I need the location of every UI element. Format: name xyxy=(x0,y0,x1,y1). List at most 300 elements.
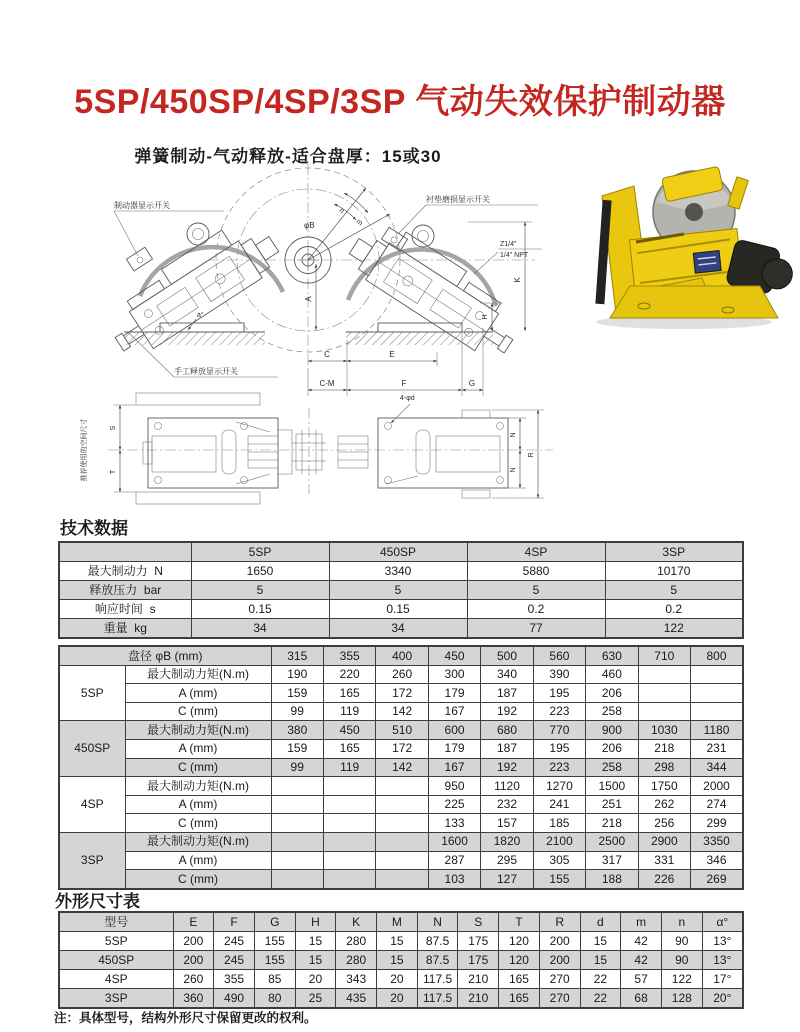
tech-value-cell: 77 xyxy=(467,619,605,639)
dim-model-cell: 5SP xyxy=(59,932,173,951)
page-subtitle: 弹簧制动-气动释放-适合盘厚：15或30 xyxy=(134,147,442,166)
dim-value-cell: 90 xyxy=(661,932,702,951)
dimension-table xyxy=(58,911,744,1009)
dimension-heading: 外形尺寸表 xyxy=(55,892,140,911)
disc-value-cell: 317 xyxy=(586,851,638,870)
tech-col-header: 3SP xyxy=(605,542,743,562)
disc-value-cell: 179 xyxy=(428,684,480,703)
disc-value-cell xyxy=(376,851,428,870)
disc-row-label: 最大制动力矩(N.m) xyxy=(125,721,271,740)
disc-value-cell xyxy=(376,870,428,889)
dim-value-cell: 20 xyxy=(377,989,418,1009)
dim-col-header: α° xyxy=(702,912,743,932)
dim-value-cell: 15 xyxy=(377,951,418,970)
table-row xyxy=(59,619,743,639)
dim-value-cell: 200 xyxy=(539,951,580,970)
disc-value-cell: 167 xyxy=(428,702,480,721)
disc-value-cell xyxy=(271,814,323,833)
dim-label-h: H xyxy=(482,314,489,320)
dim-value-cell: 120 xyxy=(499,932,540,951)
disc-value-cell: 770 xyxy=(533,721,585,740)
disc-value-cell xyxy=(323,795,375,814)
table-row xyxy=(59,795,743,814)
disc-value-cell xyxy=(691,702,743,721)
tech-value-cell: 122 xyxy=(605,619,743,639)
disc-value-cell: 188 xyxy=(586,870,638,889)
dim-value-cell: 80 xyxy=(254,989,295,1009)
disc-value-cell xyxy=(638,665,690,684)
disc-header-label: 盘径 φB (mm) xyxy=(59,646,271,665)
dim-col-header: G xyxy=(254,912,295,932)
dim-label-k: K xyxy=(513,277,522,283)
dim-model-cell: 3SP xyxy=(59,989,173,1009)
dim-value-cell: 343 xyxy=(336,970,377,989)
tech-value-cell: 34 xyxy=(329,619,467,639)
dim-value-cell: 175 xyxy=(458,932,499,951)
dim-value-cell: 270 xyxy=(539,970,580,989)
model-cell: 3SP xyxy=(59,832,125,888)
disc-value-cell: 232 xyxy=(481,795,533,814)
disc-value-cell: 190 xyxy=(271,665,323,684)
dim-value-cell: 13° xyxy=(702,932,743,951)
dim-col-header: R xyxy=(539,912,580,932)
table-row xyxy=(59,989,743,1009)
disc-value-cell: 165 xyxy=(323,739,375,758)
footnote: 注：具体型号，结构外形尺寸保留更改的权利。 xyxy=(54,1011,317,1025)
tech-value-cell: 0.2 xyxy=(605,600,743,619)
space-envelope-bottom xyxy=(136,492,260,504)
disc-value-cell: 600 xyxy=(428,721,480,740)
disc-value-cell: 133 xyxy=(428,814,480,833)
tech-col-header: 4SP xyxy=(467,542,605,562)
table-row xyxy=(59,951,743,970)
dim-label-n: n xyxy=(337,207,346,216)
model-cell: 4SP xyxy=(59,777,125,833)
dim-value-cell: 122 xyxy=(661,970,702,989)
disc-value-cell: 1500 xyxy=(586,777,638,796)
disc-value-cell: 187 xyxy=(481,739,533,758)
table-row xyxy=(59,739,743,758)
dim-value-cell: 87.5 xyxy=(417,932,458,951)
disc-value-cell: 195 xyxy=(533,684,585,703)
brake-switch-body xyxy=(126,247,152,271)
disc-value-cell: 192 xyxy=(481,758,533,777)
disc-value-cell: 159 xyxy=(271,739,323,758)
dim-value-cell: 360 xyxy=(173,989,214,1009)
dim-value-cell: 200 xyxy=(173,951,214,970)
disc-value-cell: 251 xyxy=(586,795,638,814)
disc-diameter-header: 450 xyxy=(428,646,480,665)
callout-wear-switch: 衬垫磨损显示开关 xyxy=(426,195,490,204)
disc-value-cell: 142 xyxy=(376,702,428,721)
disc-value-cell xyxy=(323,870,375,889)
disc-value-cell xyxy=(271,851,323,870)
dim-label-s: S xyxy=(110,425,117,431)
thread-label-bottom: 1/4" NPT xyxy=(500,252,529,259)
disc-value-cell: 346 xyxy=(691,851,743,870)
disc-value-cell xyxy=(323,777,375,796)
disc-value-cell: 165 xyxy=(323,684,375,703)
dim-value-cell: 260 xyxy=(173,970,214,989)
tech-table xyxy=(58,541,744,639)
disc-value-cell: 344 xyxy=(691,758,743,777)
dim-value-cell: 20 xyxy=(377,970,418,989)
dim-label-cm: C-M xyxy=(319,379,335,388)
disc-diameter-header: 800 xyxy=(691,646,743,665)
dim-value-cell: 270 xyxy=(539,989,580,1009)
disc-value-cell: 1270 xyxy=(533,777,585,796)
disc-value-cell xyxy=(376,795,428,814)
disc-value-cell: 2000 xyxy=(691,777,743,796)
disc-value-cell: 274 xyxy=(691,795,743,814)
disc-value-cell xyxy=(638,702,690,721)
disc-diameter-header: 400 xyxy=(376,646,428,665)
dim-value-cell: 245 xyxy=(214,932,255,951)
table-row xyxy=(59,870,743,889)
disc-value-cell xyxy=(691,684,743,703)
dim-value-cell: 22 xyxy=(580,970,621,989)
disc-value-cell xyxy=(323,814,375,833)
dim-col-header: E xyxy=(173,912,214,932)
disc-value-cell xyxy=(323,832,375,851)
disc-value-cell: 218 xyxy=(586,814,638,833)
disc-value-cell: 142 xyxy=(376,758,428,777)
disc-value-cell xyxy=(691,665,743,684)
dim-value-cell: 87.5 xyxy=(417,951,458,970)
table-row xyxy=(59,721,743,740)
disc-value-cell: 185 xyxy=(533,814,585,833)
disc-value-cell xyxy=(271,777,323,796)
disc-diameter-table xyxy=(58,645,744,890)
disc-value-cell: 256 xyxy=(638,814,690,833)
photo-disc-hub xyxy=(685,203,703,221)
table-row xyxy=(59,814,743,833)
tech-value-cell: 0.15 xyxy=(191,600,329,619)
disc-table-wrap xyxy=(58,645,744,890)
disc-value-cell: 299 xyxy=(691,814,743,833)
dim-col-header: S xyxy=(458,912,499,932)
disc-value-cell: 1180 xyxy=(691,721,743,740)
tech-data-heading: 技术数据 xyxy=(60,519,128,538)
dim-label-m: m xyxy=(354,218,364,228)
disc-value-cell xyxy=(376,777,428,796)
disc-value-cell: 179 xyxy=(428,739,480,758)
dim-col-header: n xyxy=(661,912,702,932)
dim-value-cell: 15 xyxy=(295,951,336,970)
tech-row-label: 最大制动力 N xyxy=(59,562,191,581)
dim-col-header: K xyxy=(336,912,377,932)
disc-value-cell: 103 xyxy=(428,870,480,889)
disc-value-cell: 287 xyxy=(428,851,480,870)
dim-value-cell: 128 xyxy=(661,989,702,1009)
disc-value-cell: 1030 xyxy=(638,721,690,740)
table-row xyxy=(59,758,743,777)
dim-value-cell: 165 xyxy=(499,989,540,1009)
dim-label-phi-b: φB xyxy=(304,221,315,230)
disc-value-cell xyxy=(376,832,428,851)
dim-col-header: M xyxy=(377,912,418,932)
dim-value-cell: 117.5 xyxy=(417,989,458,1009)
disc-value-cell: 298 xyxy=(638,758,690,777)
dim-label-g: G xyxy=(468,379,476,388)
disc-value-cell xyxy=(271,870,323,889)
dim-label-n-top: N xyxy=(510,432,517,438)
disc-value-cell: 510 xyxy=(376,721,428,740)
tech-value-cell: 0.2 xyxy=(467,600,605,619)
disc-value-cell: 260 xyxy=(376,665,428,684)
table-row xyxy=(59,777,743,796)
dim-value-cell: 155 xyxy=(254,932,295,951)
table-row xyxy=(59,581,743,600)
disc-diameter-header: 355 xyxy=(323,646,375,665)
table-row xyxy=(59,970,743,989)
plan-disc-section xyxy=(248,430,368,474)
tech-value-cell: 5 xyxy=(329,581,467,600)
tech-value-cell: 0.15 xyxy=(329,600,467,619)
dim-value-cell: 57 xyxy=(621,970,662,989)
table-row xyxy=(59,932,743,951)
wear-switch-body xyxy=(382,227,408,251)
disc-diameter-header: 315 xyxy=(271,646,323,665)
disc-value-cell: 226 xyxy=(638,870,690,889)
dim-value-cell: 20° xyxy=(702,989,743,1009)
disc-value-cell: 900 xyxy=(586,721,638,740)
disc-value-cell: 380 xyxy=(271,721,323,740)
disc-value-cell: 269 xyxy=(691,870,743,889)
tech-value-cell: 10170 xyxy=(605,562,743,581)
disc-value-cell: 1750 xyxy=(638,777,690,796)
disc-value-cell: 225 xyxy=(428,795,480,814)
dim-value-cell: 165 xyxy=(499,970,540,989)
thread-label-top: Z1/4" xyxy=(500,241,517,248)
disc-value-cell: 99 xyxy=(271,702,323,721)
dim-value-cell: 13° xyxy=(702,951,743,970)
dim-value-cell: 17° xyxy=(702,970,743,989)
disc-value-cell: 157 xyxy=(481,814,533,833)
table-row xyxy=(59,684,743,703)
disc-value-cell: 1600 xyxy=(428,832,480,851)
table-row xyxy=(59,562,743,581)
model-cell: 5SP xyxy=(59,665,125,721)
disc-value-cell: 450 xyxy=(323,721,375,740)
disc-value-cell: 3350 xyxy=(691,832,743,851)
disc-value-cell: 258 xyxy=(586,758,638,777)
disc-value-cell: 223 xyxy=(533,702,585,721)
disc-value-cell xyxy=(271,832,323,851)
dim-col-header: d xyxy=(580,912,621,932)
disc-diameter-header: 710 xyxy=(638,646,690,665)
disc-row-label: A (mm) xyxy=(125,795,271,814)
space-envelope-top xyxy=(136,393,260,405)
disc-value-cell: 119 xyxy=(323,702,375,721)
disc-value-cell: 258 xyxy=(586,702,638,721)
tech-value-cell: 5 xyxy=(467,581,605,600)
photo-baseplate xyxy=(610,286,778,318)
model-cell: 450SP xyxy=(59,721,125,777)
dim-value-cell: 25 xyxy=(295,989,336,1009)
dim-label-a: A xyxy=(304,296,313,302)
dim-value-cell: 245 xyxy=(214,951,255,970)
dim-value-cell: 42 xyxy=(621,932,662,951)
disc-value-cell xyxy=(271,795,323,814)
disc-value-cell: 119 xyxy=(323,758,375,777)
callout-brake-switch: 制动器显示开关 xyxy=(114,201,170,210)
disc-value-cell: 231 xyxy=(691,739,743,758)
disc-value-cell xyxy=(323,851,375,870)
disc-value-cell: 2500 xyxy=(586,832,638,851)
table-row xyxy=(59,542,743,562)
table-row xyxy=(59,851,743,870)
dim-value-cell: 117.5 xyxy=(417,970,458,989)
dim-label-r: R xyxy=(528,452,535,458)
disc-row-label: C (mm) xyxy=(125,814,271,833)
disc-value-cell: 218 xyxy=(638,739,690,758)
disc-diameter-header: 630 xyxy=(586,646,638,665)
disc-row-label: A (mm) xyxy=(125,739,271,758)
disc-value-cell: 1820 xyxy=(481,832,533,851)
disc-row-label: A (mm) xyxy=(125,684,271,703)
table-row xyxy=(59,702,743,721)
dim-value-cell: 280 xyxy=(336,932,377,951)
tech-value-cell: 5880 xyxy=(467,562,605,581)
dim-col-header: T xyxy=(499,912,540,932)
table-row xyxy=(59,646,743,665)
dim-value-cell: 15 xyxy=(580,932,621,951)
disc-value-cell: 223 xyxy=(533,758,585,777)
dim-value-cell: 200 xyxy=(173,932,214,951)
disc-value-cell: 206 xyxy=(586,739,638,758)
dim-value-cell: 90 xyxy=(661,951,702,970)
disc-value-cell: 2900 xyxy=(638,832,690,851)
dim-value-cell: 42 xyxy=(621,951,662,970)
dim-value-cell: 155 xyxy=(254,951,295,970)
tech-value-cell: 1650 xyxy=(191,562,329,581)
dim-table-wrap xyxy=(58,911,744,1009)
disc-value-cell: 460 xyxy=(586,665,638,684)
disc-value-cell: 172 xyxy=(376,684,428,703)
disc-value-cell: 1120 xyxy=(481,777,533,796)
dim-value-cell: 20 xyxy=(295,970,336,989)
dim-value-cell: 15 xyxy=(580,951,621,970)
disc-value-cell: 127 xyxy=(481,870,533,889)
disc-value-cell: 300 xyxy=(428,665,480,684)
tech-value-cell: 5 xyxy=(605,581,743,600)
disc-value-cell: 331 xyxy=(638,851,690,870)
tech-col-header xyxy=(59,542,191,562)
disc-value-cell: 99 xyxy=(271,758,323,777)
dim-label-c: C xyxy=(324,350,330,359)
dim-value-cell: 210 xyxy=(458,989,499,1009)
disc-value-cell: 206 xyxy=(586,684,638,703)
tech-value-cell: 34 xyxy=(191,619,329,639)
right-ground-hatch xyxy=(346,332,493,345)
dim-value-cell: 435 xyxy=(336,989,377,1009)
left-ground-hatch xyxy=(124,332,265,345)
tech-row-label: 重量 kg xyxy=(59,619,191,639)
disc-value-cell: 159 xyxy=(271,684,323,703)
photo-label-plate xyxy=(693,251,721,274)
disc-value-cell xyxy=(638,684,690,703)
dim-label-f: F xyxy=(401,379,407,388)
disc-value-cell: 950 xyxy=(428,777,480,796)
technical-drawing xyxy=(48,160,568,515)
disc-value-cell: 295 xyxy=(481,851,533,870)
callout-four-phi-d: 4-φd xyxy=(400,395,415,402)
disc-value-cell: 340 xyxy=(481,665,533,684)
dim-value-cell: 200 xyxy=(539,932,580,951)
tech-col-header: 5SP xyxy=(191,542,329,562)
table-row xyxy=(59,600,743,619)
dim-value-cell: 15 xyxy=(295,932,336,951)
tech-row-label: 释放压力 bar xyxy=(59,581,191,600)
disc-value-cell: 192 xyxy=(481,702,533,721)
disc-value-cell: 305 xyxy=(533,851,585,870)
dim-col-header: H xyxy=(295,912,336,932)
disc-value-cell: 2100 xyxy=(533,832,585,851)
dim-value-cell: 175 xyxy=(458,951,499,970)
disc-row-label: C (mm) xyxy=(125,870,271,889)
dim-value-cell: 15 xyxy=(377,932,418,951)
plan-right-assembly xyxy=(378,418,508,488)
disc-row-label: A (mm) xyxy=(125,851,271,870)
dim-col-header: m xyxy=(621,912,662,932)
disc-value-cell: 390 xyxy=(533,665,585,684)
dim-label-t: T xyxy=(110,469,117,475)
tech-value-cell: 5 xyxy=(191,581,329,600)
table-row xyxy=(59,665,743,684)
dim-label-n-bottom: N xyxy=(510,467,517,473)
left-pivot-eye xyxy=(187,223,209,245)
dim-value-cell: 210 xyxy=(458,970,499,989)
dim-value-cell: 355 xyxy=(214,970,255,989)
tech-table-wrap xyxy=(58,541,744,639)
disc-row-label: 最大制动力矩(N.m) xyxy=(125,777,271,796)
disc-value-cell: 680 xyxy=(481,721,533,740)
tech-row-label: 响应时间 s xyxy=(59,600,191,619)
space-requirement-label: 推荐使用的空间尺寸 xyxy=(81,418,88,482)
dim-col-header: N xyxy=(417,912,458,932)
disc-value-cell: 195 xyxy=(533,739,585,758)
disc-value-cell: 167 xyxy=(428,758,480,777)
disc-diameter-header: 500 xyxy=(481,646,533,665)
disc-value-cell: 220 xyxy=(323,665,375,684)
dim-col-header: F xyxy=(214,912,255,932)
tech-value-cell: 3340 xyxy=(329,562,467,581)
disc-row-label: 最大制动力矩(N.m) xyxy=(125,665,271,684)
dim-value-cell: 490 xyxy=(214,989,255,1009)
right-pivot-eye xyxy=(412,225,434,247)
callout-manual-release-switch: 手工释放显示开关 xyxy=(174,367,238,376)
dim-col-header: 型号 xyxy=(59,912,173,932)
disc-value-cell: 187 xyxy=(481,684,533,703)
dim-value-cell: 120 xyxy=(499,951,540,970)
disc-diameter-header: 560 xyxy=(533,646,585,665)
page-title: 5SP/450SP/4SP/3SP 气动失效保护制动器 xyxy=(74,83,726,121)
dim-label-a-deg: a° xyxy=(197,312,204,319)
table-row xyxy=(59,832,743,851)
disc-value-cell: 155 xyxy=(533,870,585,889)
dim-value-cell: 85 xyxy=(254,970,295,989)
disc-value-cell: 172 xyxy=(376,739,428,758)
dim-value-cell: 22 xyxy=(580,989,621,1009)
disc-value-cell: 262 xyxy=(638,795,690,814)
tech-col-header: 450SP xyxy=(329,542,467,562)
disc-row-label: C (mm) xyxy=(125,758,271,777)
dim-model-cell: 4SP xyxy=(59,970,173,989)
disc-row-label: C (mm) xyxy=(125,702,271,721)
disc-row-label: 最大制动力矩(N.m) xyxy=(125,832,271,851)
disc-value-cell xyxy=(376,814,428,833)
